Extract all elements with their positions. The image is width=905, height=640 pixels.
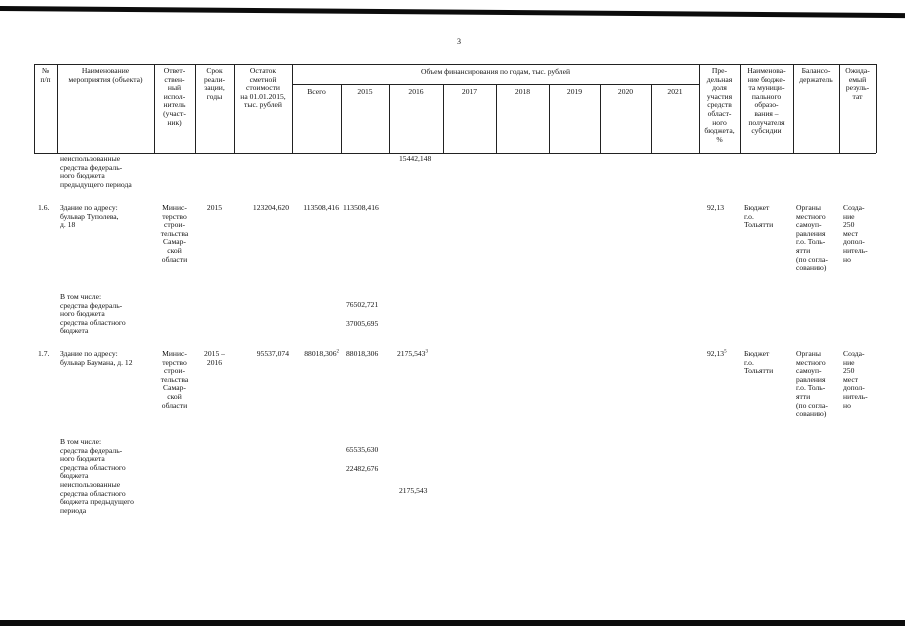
header-volume: Объем финансирования по годам, тыс. рублей	[420, 67, 571, 76]
row-1-6-sub-fed: 76502,721	[346, 300, 379, 309]
row-1-6-name: Здание по адресу: бульвар Туполева, д. 18	[60, 203, 119, 230]
row-1-6-executor: Минис- терство строи- тельства Самар- ской области	[160, 203, 189, 264]
row-1-7-recipient: Бюджет г.о. Тольятти	[744, 349, 774, 376]
row-1-7-total: 88018,306	[304, 349, 337, 358]
header-2019: 2019	[566, 87, 583, 96]
row-1-7-num: 1.7.	[38, 349, 50, 358]
row-1-7-2015: 88018,306	[346, 349, 379, 358]
col-border	[876, 64, 877, 153]
header-result: Ожида- емый резуль- тат	[845, 66, 870, 101]
header-executor: Ответ- ствен- ный испол- нитель (участ- ник)	[163, 66, 186, 127]
header-2020: 2020	[617, 87, 634, 96]
row-1-7-2016-footnote: 3	[425, 349, 428, 355]
header-2016: 2016	[408, 87, 424, 96]
row-1-7-result: Созда- ние 250 мест допол- нитель- но	[843, 349, 868, 410]
row-1-6-result: Созда- ние 250 мест допол- нитель- но	[843, 203, 868, 264]
header-recipient: Наименова- ние бюдже- та муници- пального образо- вания – получателя субсидии	[747, 66, 786, 136]
row-1-7-2016: 2175,543	[397, 349, 426, 358]
row-1-7-sub-obl: 22482,676	[346, 464, 379, 473]
header-2015: 2015	[357, 87, 373, 96]
scan-top-border	[0, 6, 905, 18]
page-number: 3	[457, 37, 461, 46]
header-term: Срок реали- зации, годы	[203, 66, 226, 101]
row-1-7-share-cell	[707, 350, 727, 359]
row-1-6-total: 113508,416	[303, 203, 339, 212]
row-1-7-rest: 95537,074	[256, 349, 289, 358]
row-1-7-2016-cell	[397, 350, 428, 359]
row-1-7-total-footnote: 2	[336, 349, 339, 355]
row-1-7-sub-unused: 2175,543	[399, 486, 428, 495]
header-2017: 2017	[461, 87, 478, 96]
header-name: Наименование мероприятия (объекта)	[68, 66, 143, 84]
row-1-6-2015: 113508,416	[343, 203, 379, 212]
row-1-7-share: 92,13	[707, 349, 725, 358]
row-1-6-share: 92,13	[707, 203, 725, 212]
row-1-6-num: 1.6.	[38, 203, 50, 212]
header-rest: Остаток сметной стоимости на 01.01.2015, тыс. рублей	[240, 66, 286, 110]
row-1-7-holder: Органы местного самоуп- равления г.о. Толь- ятти (по согла- сованию)	[796, 349, 828, 419]
row-1-7-term: 2015 – 2016	[204, 349, 225, 367]
row-1-6-term: 2015	[206, 203, 223, 212]
header-bottom-line	[34, 153, 876, 154]
row-1-6-sub-obl: 37005,695	[346, 319, 379, 328]
header-total: Всего	[307, 87, 326, 96]
header-2021: 2021	[667, 87, 683, 96]
row-1-6-sub-name: В том числе: средства федераль- ного бюджета средства областного бюджета	[60, 292, 126, 336]
table-top-line	[34, 64, 876, 65]
row-1-7-total-cell	[292, 350, 339, 359]
header-2018: 2018	[514, 87, 531, 96]
row-1-7-sub-name: В том числе: средства федераль- ного бюджета средства областного бюджета неиспользованные средства областного бюджета предыдущего периода	[60, 437, 134, 515]
row-1-6-rest: 123204,620	[252, 203, 289, 212]
header-holder: Балансо- держатель	[799, 66, 833, 84]
row-1-7-executor: Минис- терство строи- тельства Самар- ской области	[160, 349, 189, 410]
row-1-7-share-footnote: 5	[724, 349, 727, 355]
row-unused-fed-name: неиспользованные средства федераль- ного бюджета предыдущего периода	[60, 154, 132, 189]
row-1-6-recipient: Бюджет г.о. Тольятти	[744, 203, 774, 230]
scan-bottom-border	[0, 620, 905, 626]
row-1-7-sub-fed: 65535,630	[346, 445, 379, 454]
col-border	[292, 64, 293, 153]
row-1-7-name: Здание по адресу: бульвар Баумана, д. 12	[60, 349, 133, 367]
header-num: № п/п	[40, 66, 51, 84]
row-unused-fed-2016: 15442,148	[399, 154, 432, 163]
header-share: Пре- дельная доля участия средств област- ного бюджета, %	[704, 66, 735, 144]
row-1-6-holder: Органы местного самоуп- равления г.о. Толь- ятти (по согла- сованию)	[796, 203, 828, 273]
